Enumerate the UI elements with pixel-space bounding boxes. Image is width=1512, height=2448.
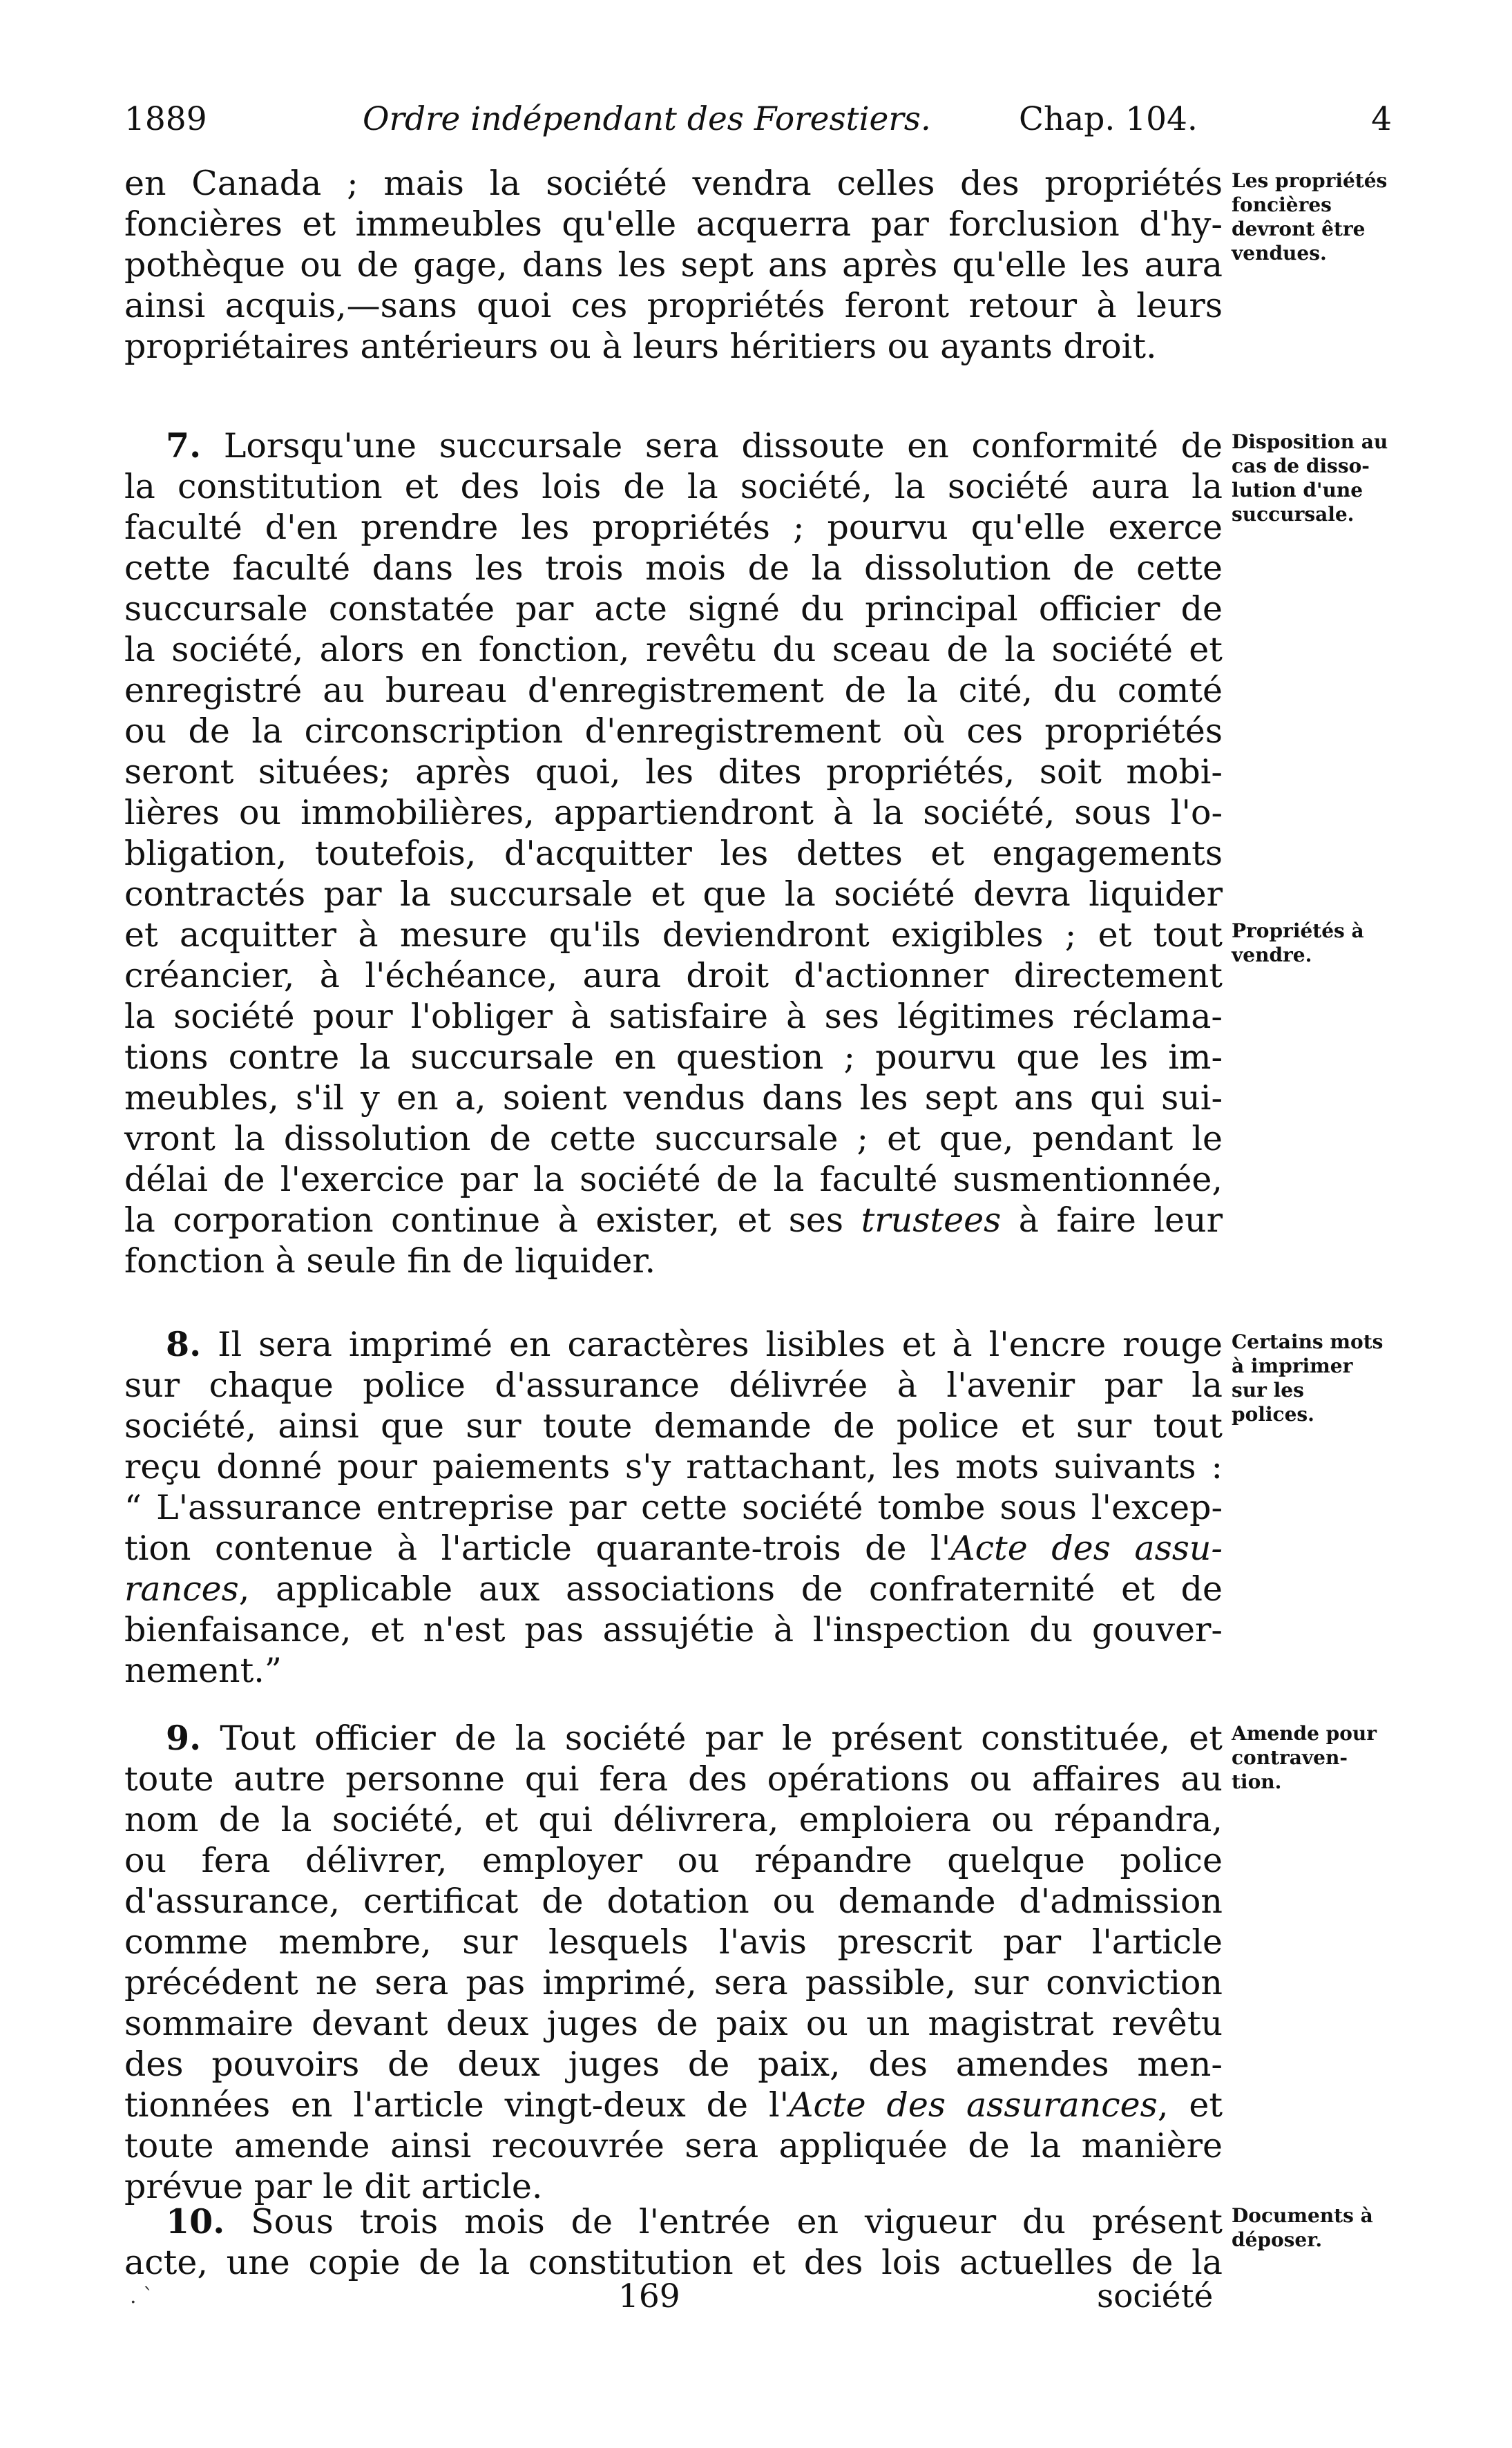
text-line [124, 1200, 1223, 1241]
text-segment: tionnées en l'article vingt-deux de l' [124, 2085, 790, 2125]
text-line [124, 1569, 1223, 1609]
text-line: “ L'assurance entreprise par cette société tombe sous l'excep- [124, 1488, 1223, 1527]
text-line: toute amende ainsi recouvrée sera appliquée de la manière [124, 2126, 1223, 2165]
text-line: seront situées; après quoi, les dites propriétés, soit mobi- [124, 752, 1223, 792]
text-line: société, ainsi que sur toute demande de police et sur tout [124, 1406, 1223, 1446]
text-line: fonction à seule fin de liquider. [124, 1241, 656, 1281]
text-line [124, 2085, 1223, 2125]
text-segment: la corporation continue à exister, et ses [124, 1201, 844, 1240]
note-line: cas de disso- [1232, 455, 1370, 477]
text-line: bligation, toutefois, d'acquitter les dettes et engagements [124, 834, 1223, 873]
text-line: sur chaque police d'assurance délivrée à l'avenir par la [124, 1366, 1223, 1405]
header-page-number: 4 [1371, 100, 1392, 138]
footer-marks: . ` [130, 2284, 154, 2308]
paragraph-9 [124, 1718, 1223, 2207]
text-line [124, 1528, 1223, 1569]
header-chapter: Chap. 104. [1019, 100, 1198, 138]
footer-catchword: société [1097, 2277, 1214, 2315]
text-line: acte, une copie de la constitution et des lois actuelles de la [124, 2243, 1223, 2282]
text-segment: Lorsqu'une succursale sera dissoute en conformité de [223, 426, 1223, 466]
italic-act-title: Acte des assurances [789, 2085, 1158, 2125]
text-line: succursale constatée par acte signé du principal officier de [124, 589, 1223, 629]
text-segment: à faire leur [1018, 1201, 1223, 1240]
text-line: en Canada ; mais la société vendra celles des propriétés [124, 164, 1223, 203]
text-line: vront la dissolution de cette succursale ; et que, pendant le [124, 1119, 1223, 1158]
margin-note [1232, 169, 1411, 265]
text-line: ou fera délivrer, employer ou répandre quelque police [124, 1841, 1223, 1880]
text-line: ou de la circonscription d'enregistrement où ces propriétés [124, 711, 1223, 751]
note-line: contraven- [1232, 1746, 1348, 1769]
header-title: Ordre indépendant des Forestiers. [363, 100, 931, 138]
text-segment: Il sera imprimé en caractères lisibles et à l'encre rouge [218, 1325, 1223, 1364]
text-line: créancier, à l'échéance, aura droit d'actionner directement [124, 956, 1223, 995]
note-line: tion. [1232, 1770, 1282, 1793]
paragraph-10 [124, 2201, 1223, 2283]
text-segment: Tout officier de la société par le présent constituée, et [220, 1719, 1223, 1758]
text-line: précédent ne sera pas imprimé, sera passible, sur conviction [124, 1963, 1223, 2002]
text-line: bienfaisance, et n'est pas assujétie à l'inspection du gouver- [124, 1610, 1223, 1649]
text-line: nom de la société, et qui délivrera, emploiera ou répandra, [124, 1800, 1223, 1839]
footer-page-number: 169 [618, 2277, 680, 2315]
section-number: 10. [166, 2201, 225, 2241]
text-line: pothèque ou de gage, dans les sept ans après qu'elle les aura [124, 245, 1223, 285]
note-line: polices. [1232, 1403, 1314, 1426]
note-line: Amende pour [1232, 1722, 1377, 1745]
text-line: prévue par le dit article. [124, 2167, 543, 2206]
text-line: toute autre personne qui fera des opérations ou affaires au [124, 1759, 1223, 1799]
text-segment: Sous trois mois de l'entrée en vigueur du présent [251, 2202, 1223, 2241]
note-line: vendues. [1232, 242, 1327, 265]
note-line: devront être [1232, 218, 1366, 240]
note-line: sur les [1232, 1379, 1304, 1402]
text-line: d'assurance, certificat de dotation ou demande d'admission [124, 1882, 1223, 1921]
text-line: la société pour l'obliger à satisfaire à ses légitimes réclama- [124, 997, 1223, 1036]
note-line: à imprimer [1232, 1355, 1353, 1377]
text-segment: , et [1157, 2085, 1223, 2125]
note-line: Certains mots [1232, 1330, 1384, 1353]
margin-note [1232, 1721, 1411, 1794]
paragraph-8 [124, 1324, 1223, 1691]
note-line: Disposition au [1232, 430, 1388, 453]
section-number: 7. [166, 425, 202, 466]
text-line: et acquitter à mesure qu'ils deviendront exigibles ; et tout [124, 915, 1223, 955]
text-line: la constitution et des lois de la société, la société aura la [124, 467, 1223, 506]
text-line: cette faculté dans les trois mois de la dissolution de cette [124, 548, 1223, 588]
text-line: tions contre la succursale en question ; pourvu que les im- [124, 1037, 1223, 1077]
paragraph-continuation [124, 163, 1223, 367]
italic-term-trustees: trustees [861, 1201, 1002, 1240]
note-line: Les propriétés [1232, 169, 1388, 192]
text-line: lières ou immobilières, appartiendront à la société, sous l'o- [124, 793, 1223, 832]
text-line: nement.” [124, 1651, 282, 1690]
text-line: meubles, s'il y en a, soient vendus dans les sept ans qui sui- [124, 1078, 1223, 1118]
text-line [124, 1324, 1223, 1365]
note-line: Propriétés à [1232, 919, 1364, 942]
text-line: ainsi acquis,—sans quoi ces propriétés feront retour à leurs [124, 286, 1223, 325]
italic-act-title: Acte des assu- [950, 1529, 1223, 1568]
text-line: la société, alors en fonction, revêtu du sceau de la société et [124, 630, 1223, 669]
margin-note [1232, 1330, 1411, 1426]
text-segment: , applicable aux associations de confraternité et de [238, 1569, 1223, 1609]
text-line [124, 2201, 1223, 2242]
note-line: foncières [1232, 193, 1332, 216]
note-line: succursale. [1232, 503, 1355, 526]
header-year: 1889 [124, 100, 207, 138]
text-line: délai de l'exercice par la société de la faculté susmentionnée, [124, 1160, 1223, 1199]
margin-note [1232, 2203, 1411, 2252]
running-header [124, 95, 1392, 144]
text-line: des pouvoirs de deux juges de paix, des amendes men- [124, 2045, 1223, 2084]
text-line: comme membre, sur lesquels l'avis prescrit par l'article [124, 1922, 1223, 1962]
text-line: sommaire devant deux juges de paix ou un magistrat revêtu [124, 2004, 1223, 2043]
note-line: Documents à [1232, 2204, 1373, 2227]
text-line [124, 1718, 1223, 1759]
note-line: déposer. [1232, 2228, 1323, 2251]
text-segment: tion contenue à l'article quarante-trois de l' [124, 1529, 951, 1568]
note-line: lution d'une [1232, 479, 1363, 501]
text-line: faculté d'en prendre les propriétés ; pourvu qu'elle exerce [124, 508, 1223, 547]
margin-note [1232, 919, 1411, 967]
note-line: vendre. [1232, 944, 1312, 966]
text-line: foncières et immeubles qu'elle acquerra par forclusion d'hy- [124, 204, 1223, 244]
text-line: contractés par la succursale et que la société devra liquider [124, 874, 1223, 914]
text-line: propriétaires antérieurs ou à leurs héritiers ou ayants droit. [124, 327, 1157, 366]
section-number: 9. [166, 1718, 202, 1758]
paragraph-7 [124, 425, 1223, 1281]
text-line: reçu donné pour paiements s'y rattachant, les mots suivants : [124, 1447, 1223, 1486]
text-line: enregistré au bureau d'enregistrement de la cité, du comté [124, 671, 1223, 710]
margin-note [1232, 430, 1411, 526]
section-number: 8. [166, 1324, 202, 1364]
text-line [124, 425, 1223, 466]
italic-act-title: rances [124, 1569, 239, 1609]
